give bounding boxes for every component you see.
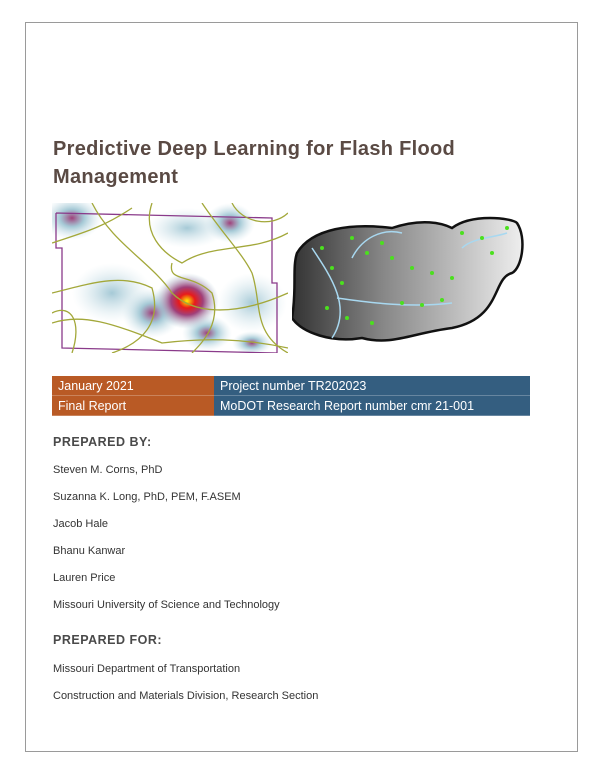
- table-row: [52, 376, 530, 396]
- report-type-cell: Final Report: [52, 396, 214, 416]
- date-cell: January 2021: [52, 376, 214, 396]
- prepared-for-heading: PREPARED FOR:: [53, 633, 163, 647]
- prepared-by-heading: PREPARED BY:: [53, 435, 152, 449]
- author: Steven M. Corns, PhD: [53, 464, 163, 476]
- author: Bhanu Kanwar: [53, 545, 126, 557]
- sponsor: Missouri Department of Transportation: [53, 663, 241, 675]
- author: Lauren Price: [53, 572, 116, 584]
- project-number-cell: Project number TR202023: [214, 376, 530, 396]
- table-row: [52, 396, 530, 416]
- sponsor-division: Construction and Materials Division, Research Section: [53, 690, 319, 702]
- watershed-map-image: [292, 208, 532, 348]
- author: Suzanna K. Long, PhD, PEM, F.ASEM: [53, 491, 241, 503]
- report-number-cell: MoDOT Research Report number cmr 21-001: [214, 396, 530, 416]
- author: Jacob Hale: [53, 518, 109, 530]
- heatmap-image: [52, 203, 288, 353]
- institution: Missouri University of Science and Technology: [53, 599, 280, 611]
- report-title: Predictive Deep Learning for Flash Flood Management: [53, 138, 456, 188]
- report-info-table: [52, 376, 530, 416]
